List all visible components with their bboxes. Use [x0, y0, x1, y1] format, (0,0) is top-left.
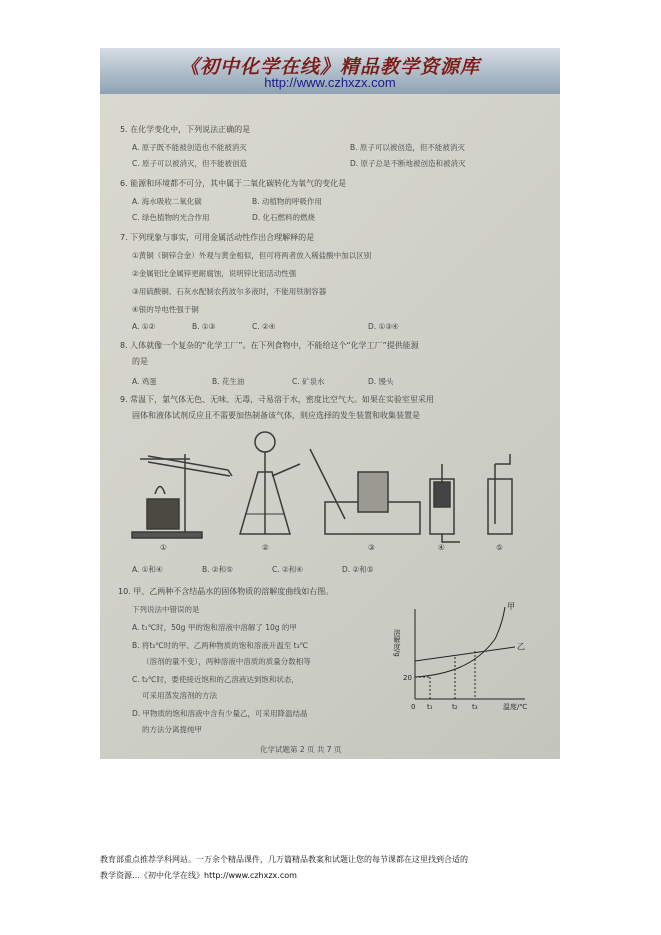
q7-stem: 7. 下列现象与事实，可用金属活动性作出合理解释的是 — [120, 233, 315, 242]
label-5: ⑤ — [496, 543, 503, 552]
graph-x-tick-0: 0 — [411, 703, 416, 711]
q9-option-b: B. ②和⑤ — [202, 565, 233, 574]
q10-stem-cont: 下列说法中错误的是 — [132, 605, 200, 614]
q9-option-a: A. ①和④ — [132, 565, 163, 574]
banner-url[interactable]: http://www.czhxzx.com — [264, 75, 396, 90]
q10-option-b-cont: （溶剂的量不变），两种溶液中溶质的质量分数相等 — [142, 657, 311, 666]
q10-option-c-cont: 可采用蒸发溶剂的方法 — [142, 691, 217, 700]
q5-option-a: A. 原子既不能被创造也不能被消灭 — [132, 143, 247, 152]
q6-option-a: A. 海水吸收二氧化碳 — [132, 197, 202, 206]
apparatus-2-flask-funnel — [240, 432, 300, 534]
q10-option-b: B. 将t₂℃时的甲、乙两种物质的饱和溶液升温至 t₃℃ — [132, 641, 309, 650]
q7-option-d: D. ①③④ — [368, 322, 399, 331]
graph-x-tick-1: t₁ — [427, 703, 433, 711]
q8-option-b: B. 花生油 — [212, 377, 245, 386]
graph-y-tick: 20 — [403, 674, 412, 682]
header-banner — [100, 48, 560, 94]
graph-curve-jia-label: 甲 — [507, 602, 515, 611]
q8-stem: 8. 人体就像一个复杂的“化学工厂”。在下列食物中，不能给这个“化学工厂”提供能源 — [120, 341, 419, 350]
curve-jia — [415, 607, 505, 677]
scanned-exam-page — [100, 94, 560, 759]
q8-option-c: C. 矿泉水 — [292, 377, 325, 386]
graph-xlabel: 温度/℃ — [503, 703, 528, 711]
apparatus-5-bottle — [488, 454, 512, 534]
graph-ylabel: 溶解度/g — [393, 629, 401, 657]
q6-stem: 6. 能源和环境都不可分，其中属于二氧化碳转化为氧气的变化是 — [120, 179, 347, 188]
apparatus-4-bottle — [430, 464, 460, 542]
q10-option-c: C. t₂℃时，要使接近饱和的乙溶液达到饱和状态， — [132, 675, 299, 684]
solubility-graph — [385, 599, 560, 719]
curve-yi — [415, 647, 515, 661]
q7-item-2: ②金属铝比金属锌更耐腐蚀，说明锌比铝活动性强 — [132, 269, 297, 278]
graph-x-tick-2: t₂ — [452, 703, 458, 711]
label-4: ④ — [438, 543, 445, 552]
q5-option-b: B. 原子可以被创造，但不能被消灭 — [350, 143, 465, 152]
q7-option-b: B. ①③ — [192, 322, 216, 331]
q5-option-c: C. 原子可以被消灭，但不能被创造 — [132, 159, 248, 168]
apparatus-3-water-trough — [310, 449, 420, 534]
apparatus-1-heating-tube — [132, 454, 232, 538]
q10-option-a: A. t₁℃时，50g 甲的饱和溶液中溶解了 10g 的甲 — [132, 623, 297, 632]
q7-item-3: ③用硫酸铜、石灰水配制农药波尔多液时，不能用铁制容器 — [132, 287, 327, 296]
label-3: ③ — [368, 543, 375, 552]
footer-line-1: 教育部重点推荐学科网站。一万余个精品课件，几万篇精品教案和试题让您的每节课都在这里找到合适的 — [100, 855, 468, 864]
footer — [100, 852, 560, 884]
banner-title: 《初中化学在线》精品教学资源库 — [179, 56, 480, 78]
q6-option-c: C. 绿色植物的光合作用 — [132, 213, 210, 222]
q8-option-a: A. 鸡蛋 — [132, 377, 157, 386]
footer-line-2[interactable]: 教学资源…《初中化学在线》http://www.czhxzx.com — [100, 871, 297, 880]
q5-stem: 5. 在化学变化中，下列说法正确的是 — [120, 125, 251, 134]
q6-option-b: B. 动植物的呼吸作用 — [252, 197, 322, 206]
q6-option-d: D. 化石燃料的燃烧 — [252, 213, 316, 222]
graph-x-tick-3: t₃ — [472, 703, 478, 711]
q8-stem-cont: 的是 — [132, 357, 148, 366]
q7-item-1: ①黄铜（铜锌合金）外观与黄金相似，但可将两者放入稀盐酸中加以区别 — [132, 251, 372, 260]
q10-option-d: D. 甲物质的饱和溶液中含有少量乙，可采用降温结晶 — [132, 709, 308, 718]
q9-apparatus-figure — [100, 424, 560, 554]
q9-stem: 9. 常温下，氯气体无色、无味、无毒，극易溶于水，密度比空气大。如果在实验室里采用 — [120, 395, 434, 404]
q10-option-d-cont: 的方法分离提纯甲 — [142, 725, 202, 734]
q8-option-d: D. 馒头 — [368, 377, 394, 386]
q10-stem: 10. 甲、乙两种不含结晶水的固体物质的溶解度曲线如右图。 — [118, 587, 334, 596]
q7-option-c: C. ②④ — [252, 322, 276, 331]
q7-item-4: ④银的导电性强于铜 — [132, 305, 199, 314]
label-2: ② — [262, 543, 269, 552]
q9-stem-cont: 固体和液体试剂反应且不需要加热制备该气体，则应选择的发生装置和收集装置是 — [132, 411, 420, 420]
q5-option-d: D. 原子总是不断地被创造和被消灭 — [350, 159, 466, 168]
label-1: ① — [160, 543, 167, 552]
q7-option-a: A. ①② — [132, 322, 156, 331]
q9-option-d: D. ②和⑤ — [342, 565, 374, 574]
q9-option-c: C. ②和④ — [272, 565, 303, 574]
page-number: 化学试题第 2 页 共 7 页 — [260, 745, 342, 754]
graph-curve-yi-label: 乙 — [517, 642, 525, 651]
